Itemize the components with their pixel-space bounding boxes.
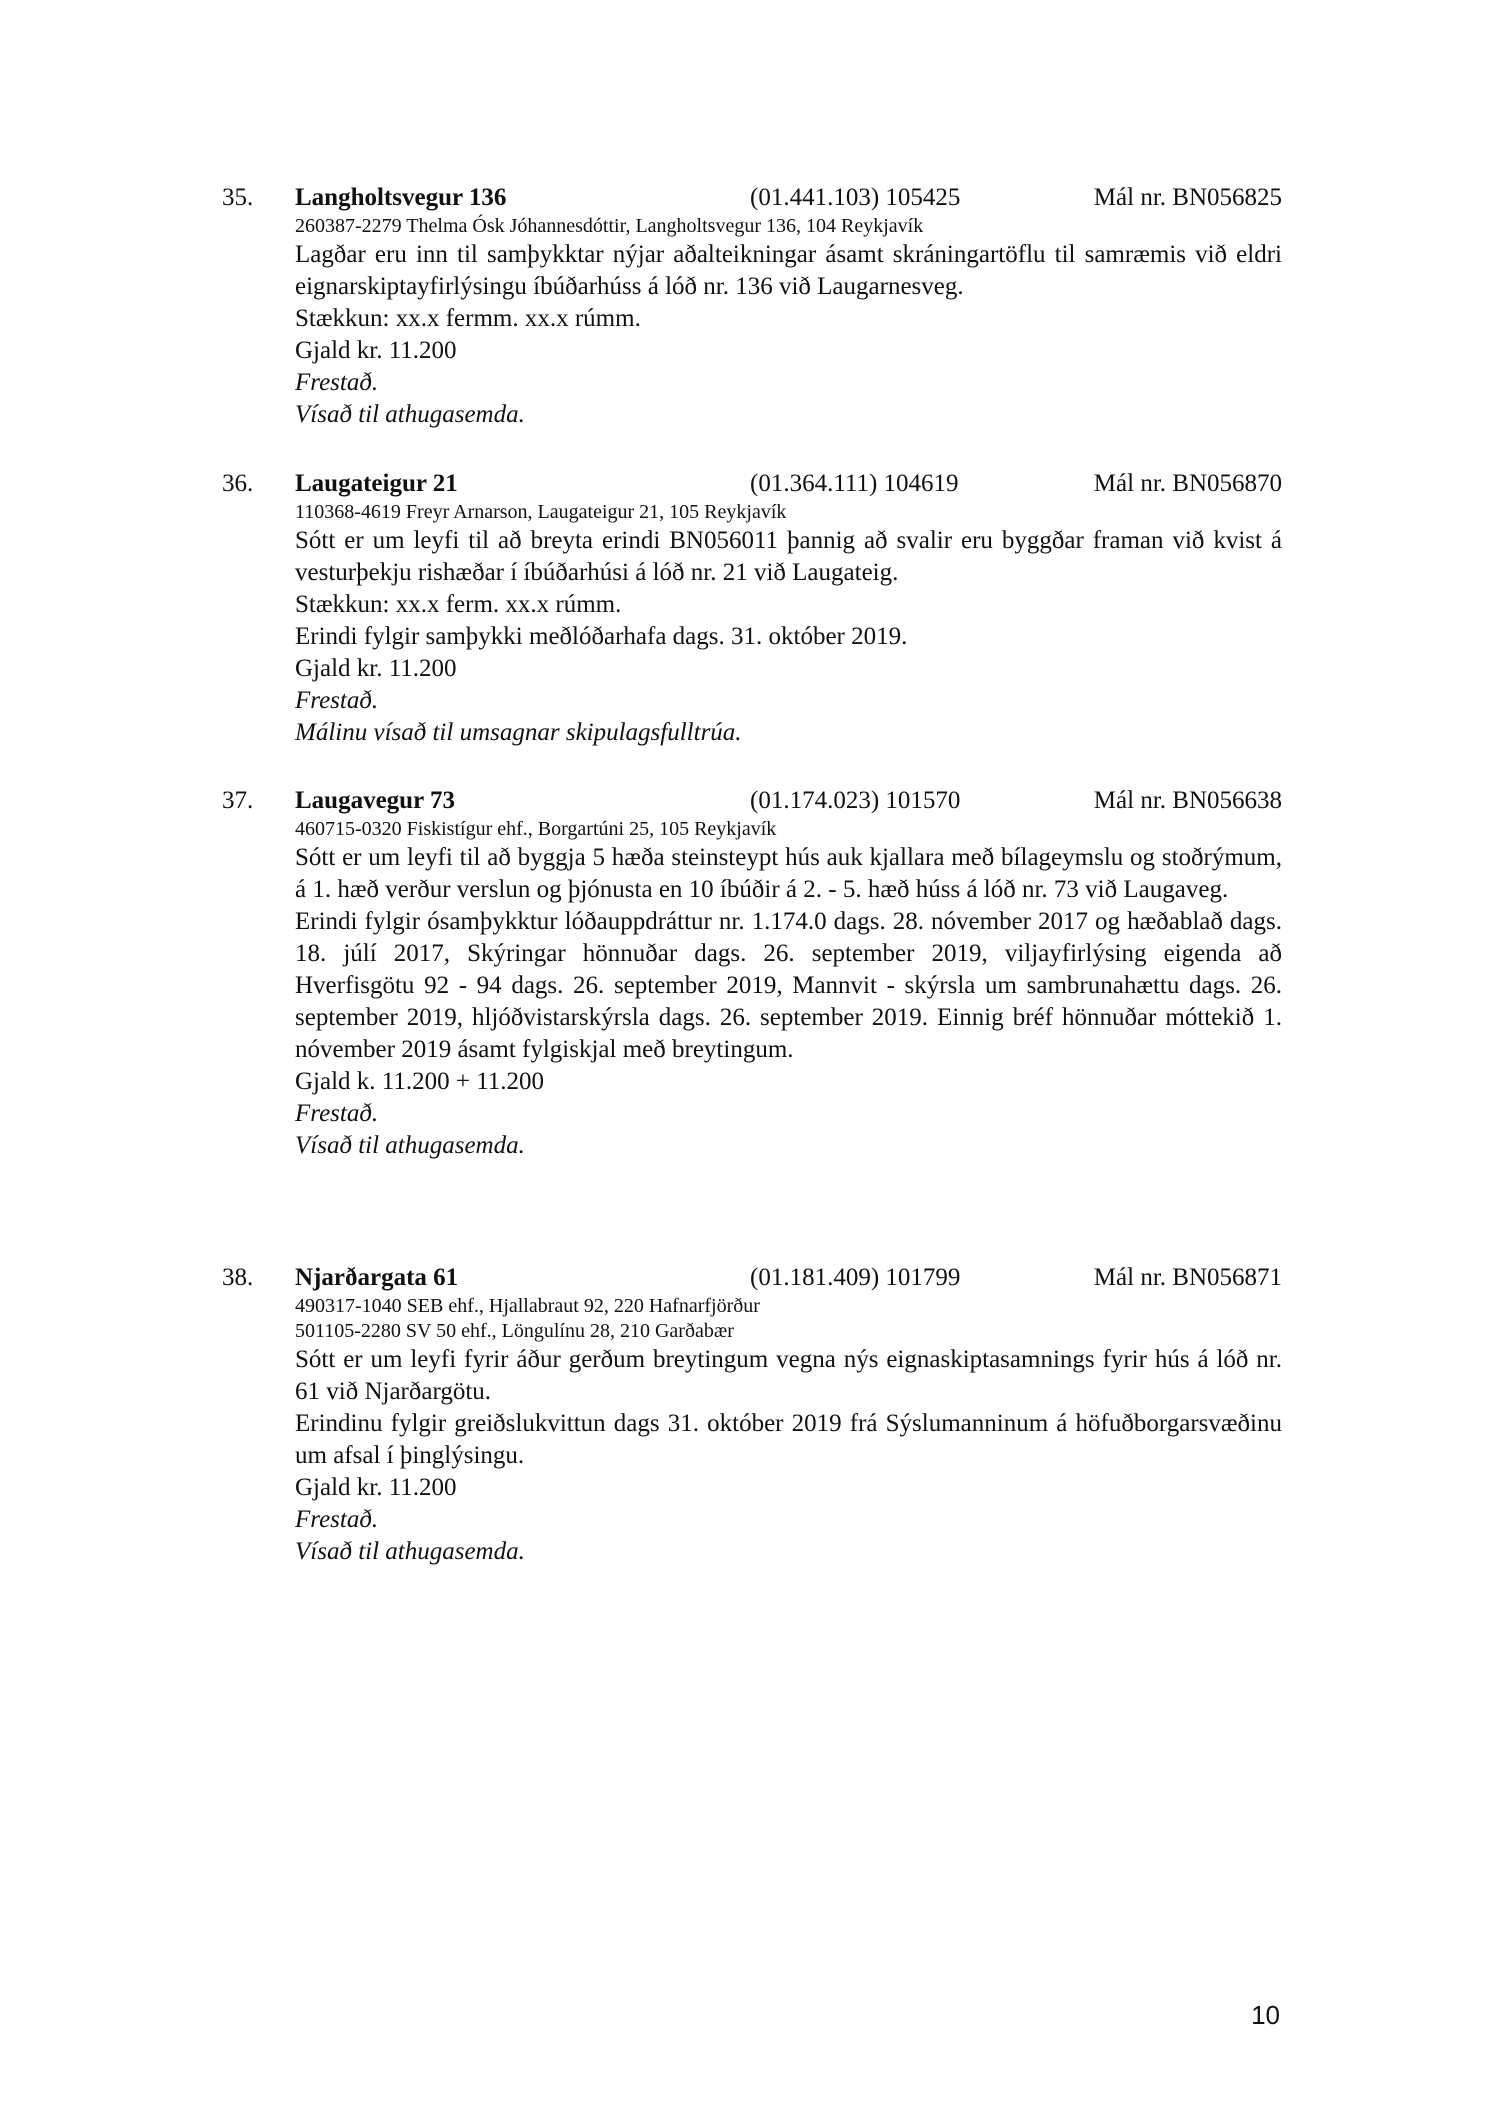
property-address: Laugateigur 21 [295,470,458,497]
decision-line: Frestað. [295,1100,379,1127]
referral-line: Vísað til athugasemda. [295,1538,525,1565]
fee-line: Gjald kr. 11.200 [295,1474,457,1501]
referral-line: Vísað til athugasemda. [295,1132,525,1159]
fee-line: Gjald kr. 11.200 [295,337,457,364]
decision-line: Frestað. [295,687,379,714]
decision-line: Frestað. [295,1506,379,1533]
entry-number: 36. [222,470,254,497]
description-paragraph: Sótt er um leyfi til að breyta erindi BN056011 þannig að svalir eru byggðar framan við kvist á vesturþekju rishæðar í íbúðarhúsi á lóð nr. 21 við Laugateig. [295,527,1282,586]
entry-header [222,1262,1282,1294]
property-address: Njarðargata 61 [295,1264,459,1291]
case-entry-37 [222,785,1282,1162]
page-number: 10 [1251,2000,1280,2030]
attachment-paragraph: Erindi fylgir ósamþykktur lóðauppdráttur nr. 1.174.0 dags. 28. nóvember 2017 og hæðablað dags. 18. júlí 2017, Skýringar hönnuðar dags. 26. september 2019, viljayfirlýsing eigenda að Hverfisgötu 92 - 94 dags. 26. september 2019, Mannvit - skýrsla um sambrunahættu dags. 26. september 2019, hljóðvistarskýrsla dags. 26. september 2019. Einnig bréf hönnuðar móttekið 1. nóvember 2019 ásamt fylgiskjal með breytingum. [295,908,1282,1063]
enlargement-line: Stækkun: xx.x fermm. xx.x rúmm. [295,305,641,332]
property-address: Langholtsvegur 136 [295,184,507,211]
fee-line: Gjald kr. 11.200 [295,655,457,682]
case-entry-38 [222,1262,1282,1568]
case-number: Mál nr. BN056870 [1093,470,1282,497]
case-number: Mál nr. BN056871 [1093,1264,1282,1291]
description-paragraph: Sótt er um leyfi til að byggja 5 hæða steinsteypt hús auk kjallara með bílageymslu og stoðrýmum, á 1. hæð verður verslun og þjónusta en 10 íbúðir á 2. - 5. hæð húss á lóð nr. 73 við Laugaveg. [295,844,1282,903]
applicant: 110368-4619 Freyr Arnarson, Laugateigur 21, 105 Reykjavík [295,501,787,523]
entry-body [295,214,1282,431]
entry-body [295,817,1282,1162]
entry-body [295,500,1282,749]
entry-body [295,1294,1282,1568]
case-number: Mál nr. BN056825 [1093,184,1282,211]
property-reference: (01.181.409) 101799 [750,1264,961,1291]
applicant: 501105-2280 SV 50 ehf., Löngulínu 28, 210 Garðabær [295,1320,734,1342]
entry-header [222,785,1282,817]
case-number: Mál nr. BN056638 [1093,787,1282,814]
property-reference: (01.364.111) 104619 [750,470,959,497]
referral-line: Málinu vísað til umsagnar skipulagsfulltrúa. [295,719,742,746]
property-reference: (01.441.103) 105425 [750,184,961,211]
fee-line: Gjald k. 11.200 + 11.200 [295,1068,545,1095]
decision-line: Frestað. [295,369,379,396]
attachment-line: Erindi fylgir samþykki meðlóðarhafa dags. 31. október 2019. [295,623,908,650]
property-reference: (01.174.023) 101570 [750,787,961,814]
applicant: 260387-2279 Thelma Ósk Jóhannesdóttir, Langholtsvegur 136, 104 Reykjavík [295,215,924,237]
case-entry-36 [222,468,1282,749]
description-paragraph: Lagðar eru inn til samþykktar nýjar aðalteikningar ásamt skráningartöflu til samræmis við eldri eignarskiptayfirlýsingu íbúðarhúss á lóð nr. 136 við Laugarnesveg. [295,241,1282,300]
entry-number: 35. [222,184,254,211]
entry-number: 37. [222,787,254,814]
entry-header [222,468,1282,500]
case-entry-35 [222,182,1282,431]
property-address: Laugavegur 73 [295,787,455,814]
applicant: 460715-0320 Fiskistígur ehf., Borgartúni 25, 105 Reykjavík [295,818,777,840]
applicant: 490317-1040 SEB ehf., Hjallabraut 92, 220 Hafnarfjörður [295,1295,760,1317]
attachment-paragraph: Erindinu fylgir greiðslukvittun dags 31. október 2019 frá Sýslumanninum á höfuðborgarsvæðinu um afsal í þinglýsingu. [295,1410,1282,1469]
entry-number: 38. [222,1264,254,1291]
entry-header [222,182,1282,214]
description-paragraph: Sótt er um leyfi fyrir áður gerðum breytingum vegna nýs eignaskiptasamnings fyrir hús á lóð nr. 61 við Njarðargötu. [295,1346,1282,1405]
enlargement-line: Stækkun: xx.x ferm. xx.x rúmm. [295,591,622,618]
referral-line: Vísað til athugasemda. [295,401,525,428]
